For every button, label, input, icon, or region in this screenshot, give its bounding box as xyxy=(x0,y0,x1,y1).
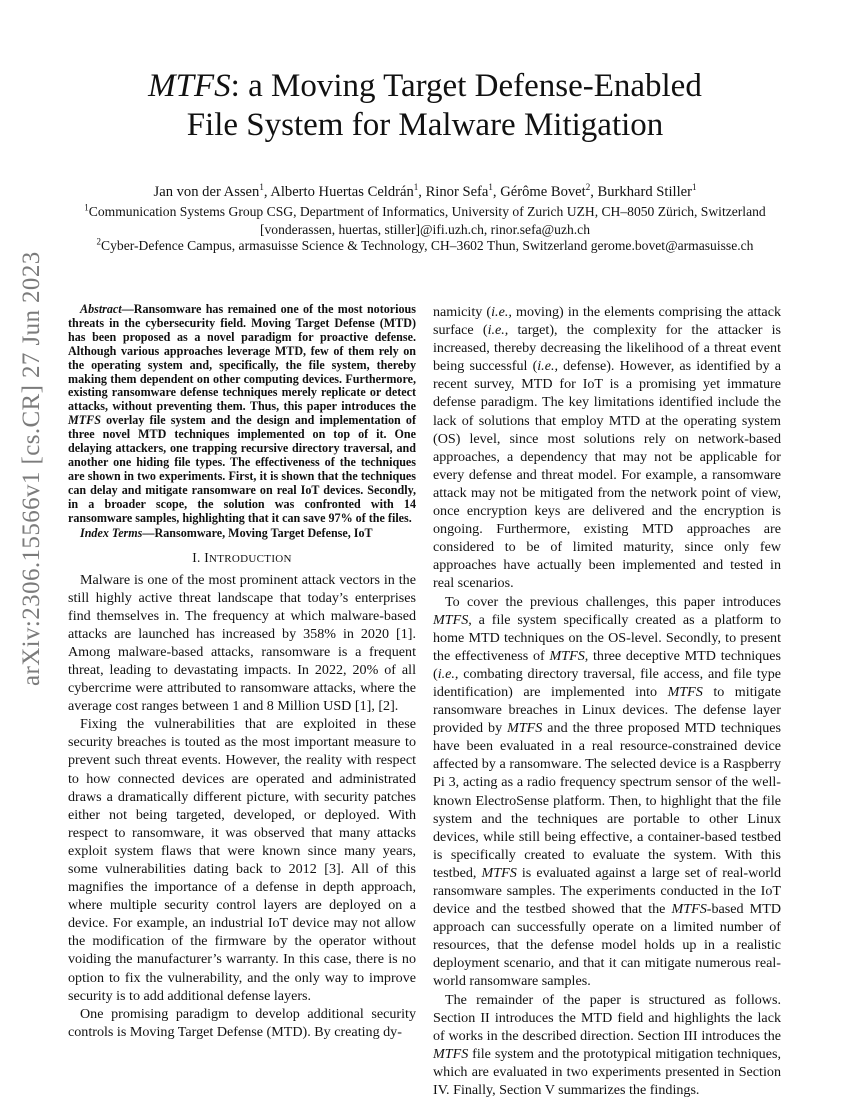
intro-paragraph-3-continued xyxy=(433,303,781,593)
affiliation-1-text: Communication Systems Group CSG, Department of Informatics, University of Zurich UZH, CH–8050 Zürich, Switzerland xyxy=(88,204,766,219)
intro-paragraph-2: Fixing the vulnerabilities that are exploited in these security breaches is touted as the most important measure to prevent such threat events. However, the reality with respect to how connected devices are operated and administrated draws a dramatically different picture, with security patches either not being targeted, developed, or deployed. With respect to ransomware, it was observed that many attacks exploit system flaws that were known since many years, some vulnerabilities dating back to 2012 [3]. All of this magnifies the importance of a defense in depth approach, where multiple security control layers are deployed on a device. For example, an industrial IoT device may not allow the modification of the firmware by the operator without voiding the manufacturer’s warranty. In this case, there is no option to fix the vulnerability, and the only way to improve security is to add additional defense layers. xyxy=(68,716,416,1004)
paper-title xyxy=(80,67,770,145)
author-name: Jan von der Assen xyxy=(153,184,260,200)
text-run: and the three proposed MTD techniques have been evaluated in a real resource-constrained device affected by a ransomware. The selected device is a Raspberry Pi 3, acting as a radio frequency spectrum sensor of the well-known ElectroSense platform. Then, to highlight that the file system and the techniques are portable to other Linux devices, while still being effective, a container-based testbed is specifically created to evaluate the system. With this testbed, xyxy=(433,720,781,881)
index-terms xyxy=(68,526,416,540)
affiliation-marker: 1 xyxy=(84,202,89,213)
text-run: target), the complexity for the attacker is increased, thereby decreasing the likelihood of a threat event being successful ( xyxy=(433,322,781,375)
title-line-1 xyxy=(80,67,770,106)
text-run: is evaluated against a large set of real-world ransomware samples. The experiments conducted in the IoT device and the testbed showed that the xyxy=(433,864,781,918)
author-name: , Alberto Huertas Celdrán xyxy=(263,184,414,200)
left-column xyxy=(68,303,416,1041)
text-run: to mitigate ransomware breaches in Linux devices. The defense layer provided by xyxy=(433,683,781,737)
abstract-label: Abstract xyxy=(80,302,122,316)
text-run-italic: i.e., xyxy=(491,304,512,320)
intro-paragraph-5 xyxy=(433,991,781,1100)
affiliation-marker: 1 xyxy=(488,182,493,193)
text-run: , three deceptive MTD techniques ( xyxy=(433,647,781,682)
affiliation-marker: 1 xyxy=(259,182,264,193)
text-run-italic: MTFS xyxy=(667,683,703,700)
text-run-italic: i.e., xyxy=(437,665,459,682)
text-run-italic: MTFS xyxy=(507,720,543,737)
index-terms-label: Index Terms xyxy=(80,525,143,540)
affiliation-marker: 1 xyxy=(413,182,419,193)
text-run-italic: MTFS xyxy=(433,611,469,628)
author-list xyxy=(60,183,790,202)
text-run-italic: i.e., xyxy=(487,322,509,339)
author-name: , Burkhard Stiller xyxy=(590,184,692,200)
title-line-1-rest: : a Moving Target Defense-Enabled xyxy=(230,68,702,104)
text-run-italic: MTFS xyxy=(433,1045,469,1062)
author-name: , Rinor Sefa xyxy=(418,184,489,200)
intro-paragraph-1: Malware is one of the most prominent attack vectors in the still highly active threat landscape that today’s enterprises find themselves in. The frequency at which malware-based attacks are launched has increased by 358% in 2020 [1]. Among malware-based attacks, ransomware is a frequent threat, leading to devastating impacts. In 2022, 20% of all cybercrime were attributed to ransomware attacks, where the average cost ranges between 1 and 8 Million USD [1], [2]. xyxy=(68,571,416,715)
text-run-italic: MTFS xyxy=(549,647,585,664)
text-run: combating directory traversal, file access, and file type identification) are implemented into xyxy=(433,665,781,700)
text-run: namicity ( xyxy=(433,304,492,320)
affiliation-2 xyxy=(55,237,795,255)
text-run-italic: MTFS xyxy=(671,901,707,918)
text-run-italic: MTFS xyxy=(481,864,517,881)
text-run: defense). However, as identified by a recent survey, MTD for IoT is a promising yet immature defense paradigm. The key limitations identified include the lack of solutions that employ MTD at the operating system (OS) level, since most solutions rely on network-based approaches, a dependency that may not be applicable for every defense and threat model. For example, a ransomware attack may not be mitigated from the network point of view, once encryption keys are delivered and the encryption is ongoing. Furthermore, existing MTD approaches are considered to be of limited maturity, since only few approaches have actually been implemented and tested in real scenarios. xyxy=(433,358,781,592)
right-column xyxy=(433,303,781,1099)
intro-paragraph-4 xyxy=(433,593,781,991)
abstract xyxy=(68,303,416,526)
affiliation-2-text: Cyber-Defence Campus, armasuisse Science & Technology, CH–3602 Thun, Switzerland gerome.bovet@armasuisse.ch xyxy=(101,238,754,253)
affiliation-1-emails: [vonderassen, huertas, stiller]@ifi.uzh.ch, rinor.sefa@uzh.ch xyxy=(259,222,591,237)
title-mtfs: MTFS xyxy=(148,68,231,104)
text-run: file system and the prototypical mitigation techniques, which are evaluated in two experiments presented in Section IV. Finally, Section V summarizes the findings. xyxy=(433,1045,781,1099)
abstract-mtfs: MTFS xyxy=(68,413,101,428)
text-run: moving) in the elements comprising the attack surface ( xyxy=(433,304,781,339)
abstract-text-2: overlay file system and the design and implementation of three novel MTD techniques implemented on top of it. One delaying attackers, one trapping recursive directory traversal, and another one hiding file types. The effectiveness of the techniques are shown in two experiments. First, it is shown that the techniques can delay and mitigate ransomware on real IoT devices. Secondly, in a broader scope, the solution was confronted with 14 ransomware samples, highlighting that it can save 97% of the files. xyxy=(68,413,416,525)
abstract-text: —Ransomware has remained one of the most notorious threats in the cybersecurity field. Moving Target Defense (MTD) has been proposed as a novel paradigm for proactive defense. Although various approaches leverage MTD, few of them rely on the operating system and, specifically, the file system, thereby making them dependent on other computing devices. Furthermore, existing ransomware defense techniques merely replicate or detect attacks, without preventing them. Thus, this paper introduces the xyxy=(68,302,416,414)
author-name: , Gérôme Bovet xyxy=(492,184,586,200)
affiliation-marker: 2 xyxy=(96,236,102,247)
text-run: , a file system specifically created as a platform to home MTD techniques on the OS-level. Secondly, to present the effectiveness of xyxy=(433,611,781,664)
section-numeral: I. xyxy=(192,549,205,565)
affiliation-1 xyxy=(55,203,795,239)
section-first-letter: I xyxy=(204,549,210,565)
section-title-rest: NTRODUCTION xyxy=(209,552,292,565)
affiliation-marker: 1 xyxy=(691,182,697,193)
text-run: To cover the previous challenges, this paper introduces xyxy=(445,593,781,610)
intro-paragraph-3: One promising paradigm to develop additional security controls is Moving Target Defense (MTD). By creating dy- xyxy=(68,1005,416,1040)
text-run: -based MTD approach can successfully operate on a limited number of resources, that the defense model holds up in a realistic deployment scenario, and that it can mitigate numerous real-world ransomware samples. xyxy=(433,901,782,990)
title-line-2: File System for Malware Mitigation xyxy=(186,107,664,143)
index-terms-text: —Ransomware, Moving Target Defense, IoT xyxy=(142,525,373,540)
arxiv-identifier: arXiv:2306.15566v1 [cs.CR] 27 Jun 2023 xyxy=(18,251,45,686)
text-run: The remainder of the paper is structured as follows. Section II introduces the MTD field and highlights the lack of works in the described direction. Section III introduces the xyxy=(433,991,781,1044)
text-run-italic: i.e., xyxy=(537,358,559,375)
affiliation-marker: 2 xyxy=(585,182,591,193)
section-heading-introduction xyxy=(68,550,416,566)
